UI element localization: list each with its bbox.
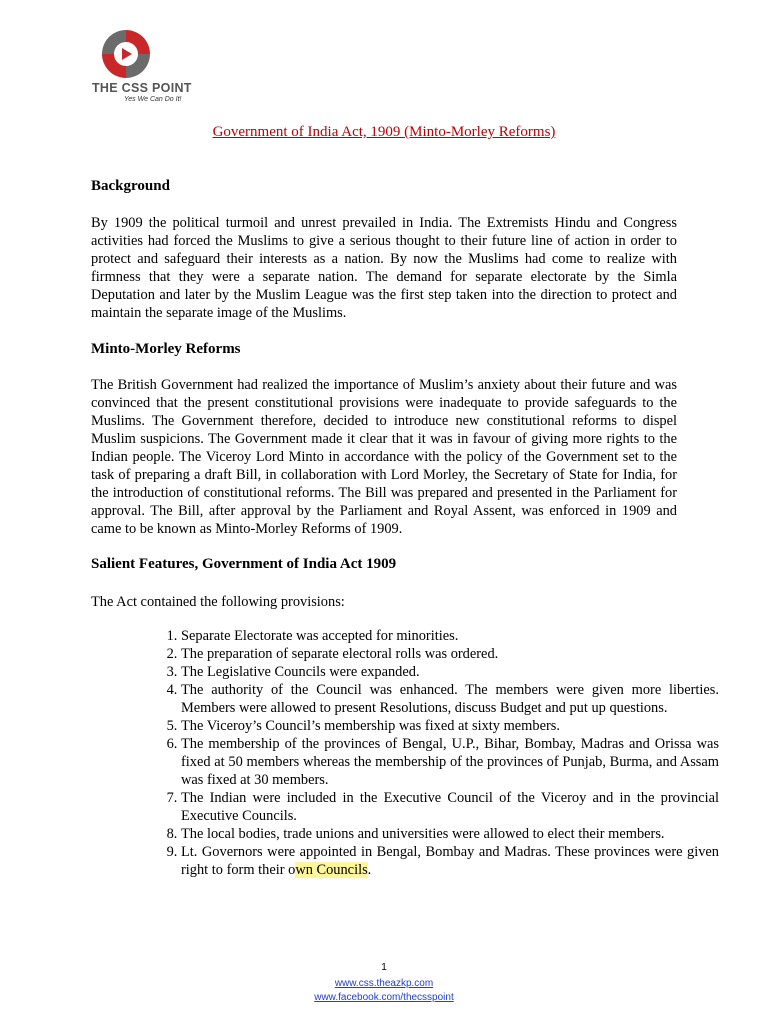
logo-tagline: Yes We Can Do It!	[124, 96, 182, 103]
heading-minto-morley-reforms: Minto-Morley Reforms	[91, 341, 241, 357]
list-item-text: Lt. Governors were appointed in Bengal, Bombay and Madras. These provinces were given right to form their o	[181, 844, 719, 878]
list-item-text-end: .	[367, 862, 372, 878]
list-item	[181, 843, 719, 879]
website-link[interactable]: www.css.theazkp.com	[334, 978, 434, 989]
list-item: 7. The Indian were included in the Executive Council of the Viceroy and in the provincial Executive Councils.	[181, 789, 719, 825]
facebook-link[interactable]: www.facebook.com/thecsspoint	[314, 992, 454, 1003]
list-item: 4. The authority of the Council was enhanced. The members were given more liberties. Members were allowed to present Resolutions, discuss Budget and put up questions.	[181, 681, 719, 717]
paragraph-minto-morley-reforms: The British Government had realized the importance of Muslim’s anxiety about their future and was convinced that the present constitutional provisions were inadequate to provide safeguards to the Muslims. The Government therefore, decided to introduce new constitutional reforms to dispel Muslim suspicions. The Government made it clear that it was in favour of giving more rights to the Indian people. The Viceroy Lord Minto in accordance with the policy of the Government set to the task of preparing a draft Bill, in collaboration with Lord Morley, the Secretary of State for India, for the introduction of constitutional reforms. The Bill was prepared and presented in the Parliament for approval. The Bill, after approval by the Parliament and Royal Assent, was enforced in 1909 and came to be known as Minto-Morley Reforms of 1909.	[91, 377, 677, 537]
paragraph-provisions-intro: The Act contained the following provisions:	[91, 594, 345, 610]
list-item: 5. The Viceroy’s Council’s membership was fixed at sixty members.	[181, 717, 719, 735]
document-title	[0, 124, 768, 141]
list-item: 2. The preparation of separate electoral rolls was ordered.	[181, 645, 719, 663]
provisions-list	[140, 627, 719, 879]
paragraph-background: By 1909 the political turmoil and unrest prevailed in India. The Extremists Hindu and Congress activities had forced the Muslims to give a serious thought to their future line of action in order to protect and safeguard their interests as a nation. By now the Muslims had come to realize with firmness that they were a separate nation. The demand for separate electorate by the Simla Deputation and later by the Muslim League was the first step taken into the direction to protect and maintain the separate image of the Muslims.	[91, 215, 677, 321]
list-item: 3. The Legislative Councils were expanded.	[181, 663, 719, 681]
document-title-text: Government of India Act, 1909 (Minto-Morley Reforms)	[212, 124, 556, 140]
list-item: 8. The local bodies, trade unions and universities were allowed to elect their members.	[181, 825, 719, 843]
heading-background: Background	[91, 178, 170, 194]
heading-salient-features: Salient Features, Government of India Act 1909	[91, 556, 397, 572]
list-item: 1. Separate Electorate was accepted for minorities.	[181, 627, 719, 645]
logo-brand-text: THE CSS POINT	[92, 81, 192, 95]
highlighted-text: wn Councils	[295, 862, 368, 878]
logo-emblem-icon	[98, 26, 154, 82]
page-number: 1	[381, 962, 387, 973]
list-item: 6. The membership of the provinces of Bengal, U.P., Bihar, Bombay, Madras and Orissa was fixed at 50 members whereas the membership of the provinces of Punjab, Burma, and Assam was fixed at 30 members.	[181, 735, 719, 789]
css-point-logo	[90, 26, 190, 106]
